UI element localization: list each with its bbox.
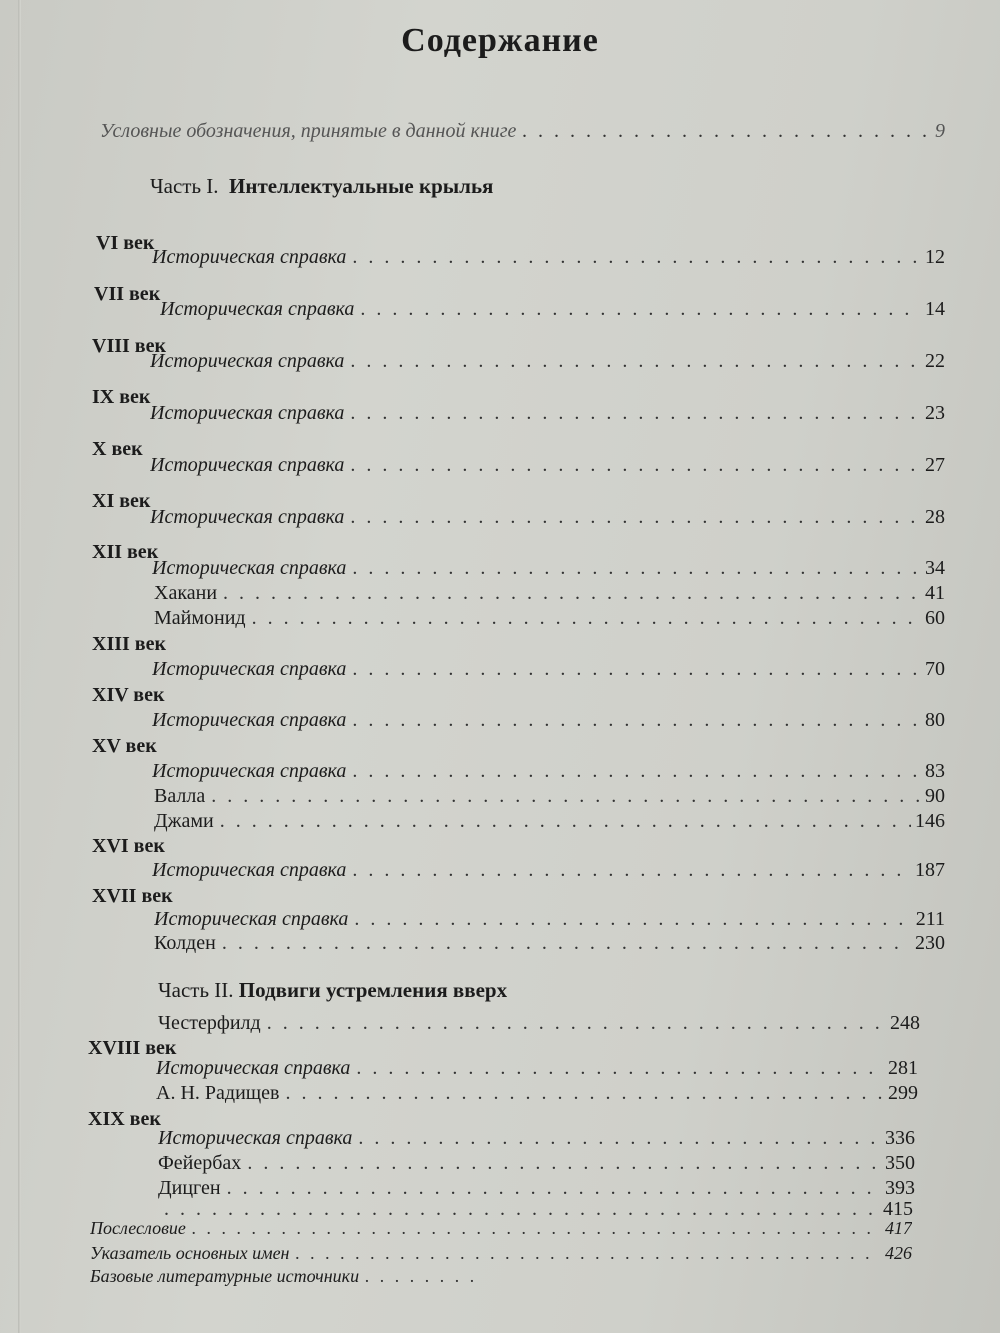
century-heading: XIII век <box>92 633 166 655</box>
century-heading: XI век <box>92 490 151 512</box>
toc-entry: Историческая справка . . . 211 <box>154 908 945 931</box>
toc-entry: Историческая справка . . . 12 <box>152 246 945 269</box>
toc-entry: Хакани . . . 41 <box>154 582 945 605</box>
toc-entry-sources: Базовые литературные источники . . . <box>90 1266 485 1287</box>
toc-entry: Историческая справка . . . 187 <box>152 859 945 882</box>
century-heading: IX век <box>92 386 151 408</box>
century-heading: XIX век <box>88 1108 161 1130</box>
toc-entry: А. Н. Радищев . . . 299 <box>156 1082 918 1105</box>
part-2-heading: Часть II. Подвиги устремления вверх <box>158 978 508 1002</box>
toc-entry: Историческая справка . . . 27 <box>150 454 945 477</box>
page-title: Содержание <box>401 22 599 59</box>
part-1-heading: Часть I. Интеллектуальные крылья <box>150 174 494 198</box>
century-heading: XII век <box>92 541 159 563</box>
toc-entry: Джами . . . 146 <box>154 810 945 833</box>
toc-entry: Историческая справка . . . 14 <box>160 298 945 321</box>
toc-entry: Историческая справка . . . 83 <box>152 760 945 783</box>
toc-entry: Историческая справка . . . 336 <box>158 1127 915 1150</box>
toc-entry: Историческая справка . . . 23 <box>150 402 945 425</box>
toc-entry: Историческая справка . . . 281 <box>156 1057 918 1080</box>
century-heading: VI век <box>96 232 155 254</box>
toc-entry: Честерфилд . . . 248 <box>158 1012 920 1035</box>
toc-entry-conventions: Условные обозначения, принятые в данной книге . . . 9 <box>100 120 945 143</box>
century-heading: XV век <box>92 735 157 757</box>
century-heading: X век <box>92 438 143 460</box>
century-heading: XVI век <box>92 835 165 857</box>
toc-entry: Дицген . . . 393 <box>158 1177 915 1200</box>
century-heading: XVIII век <box>88 1037 177 1059</box>
century-heading: VII век <box>94 283 161 305</box>
toc-entry: Колден . . . 230 <box>154 932 945 955</box>
toc-entry: Историческая справка . . . 70 <box>152 658 945 681</box>
toc-entry: Историческая справка . . . 28 <box>150 506 945 529</box>
century-heading: XVII век <box>92 885 173 907</box>
century-heading: XIV век <box>92 684 165 706</box>
toc-entry: Валла . . . 90 <box>154 785 945 808</box>
toc-entry-index: Указатель основных имен . . . 426 <box>90 1243 912 1264</box>
toc-entry: Маймонид . . . 60 <box>154 607 945 630</box>
toc-entry: Историческая справка . . . 80 <box>152 709 945 732</box>
toc-entry-afterword: Послесловие . . . 417 <box>90 1218 912 1239</box>
toc-entry: Историческая справка . . . 22 <box>150 350 945 373</box>
toc-entry: Историческая справка . . . 34 <box>152 557 945 580</box>
toc-entry: Фейербах . . . 350 <box>158 1152 915 1175</box>
toc-entry: . . . 415 <box>158 1198 913 1221</box>
century-heading: VIII век <box>92 335 166 357</box>
page-edge <box>18 0 21 1333</box>
